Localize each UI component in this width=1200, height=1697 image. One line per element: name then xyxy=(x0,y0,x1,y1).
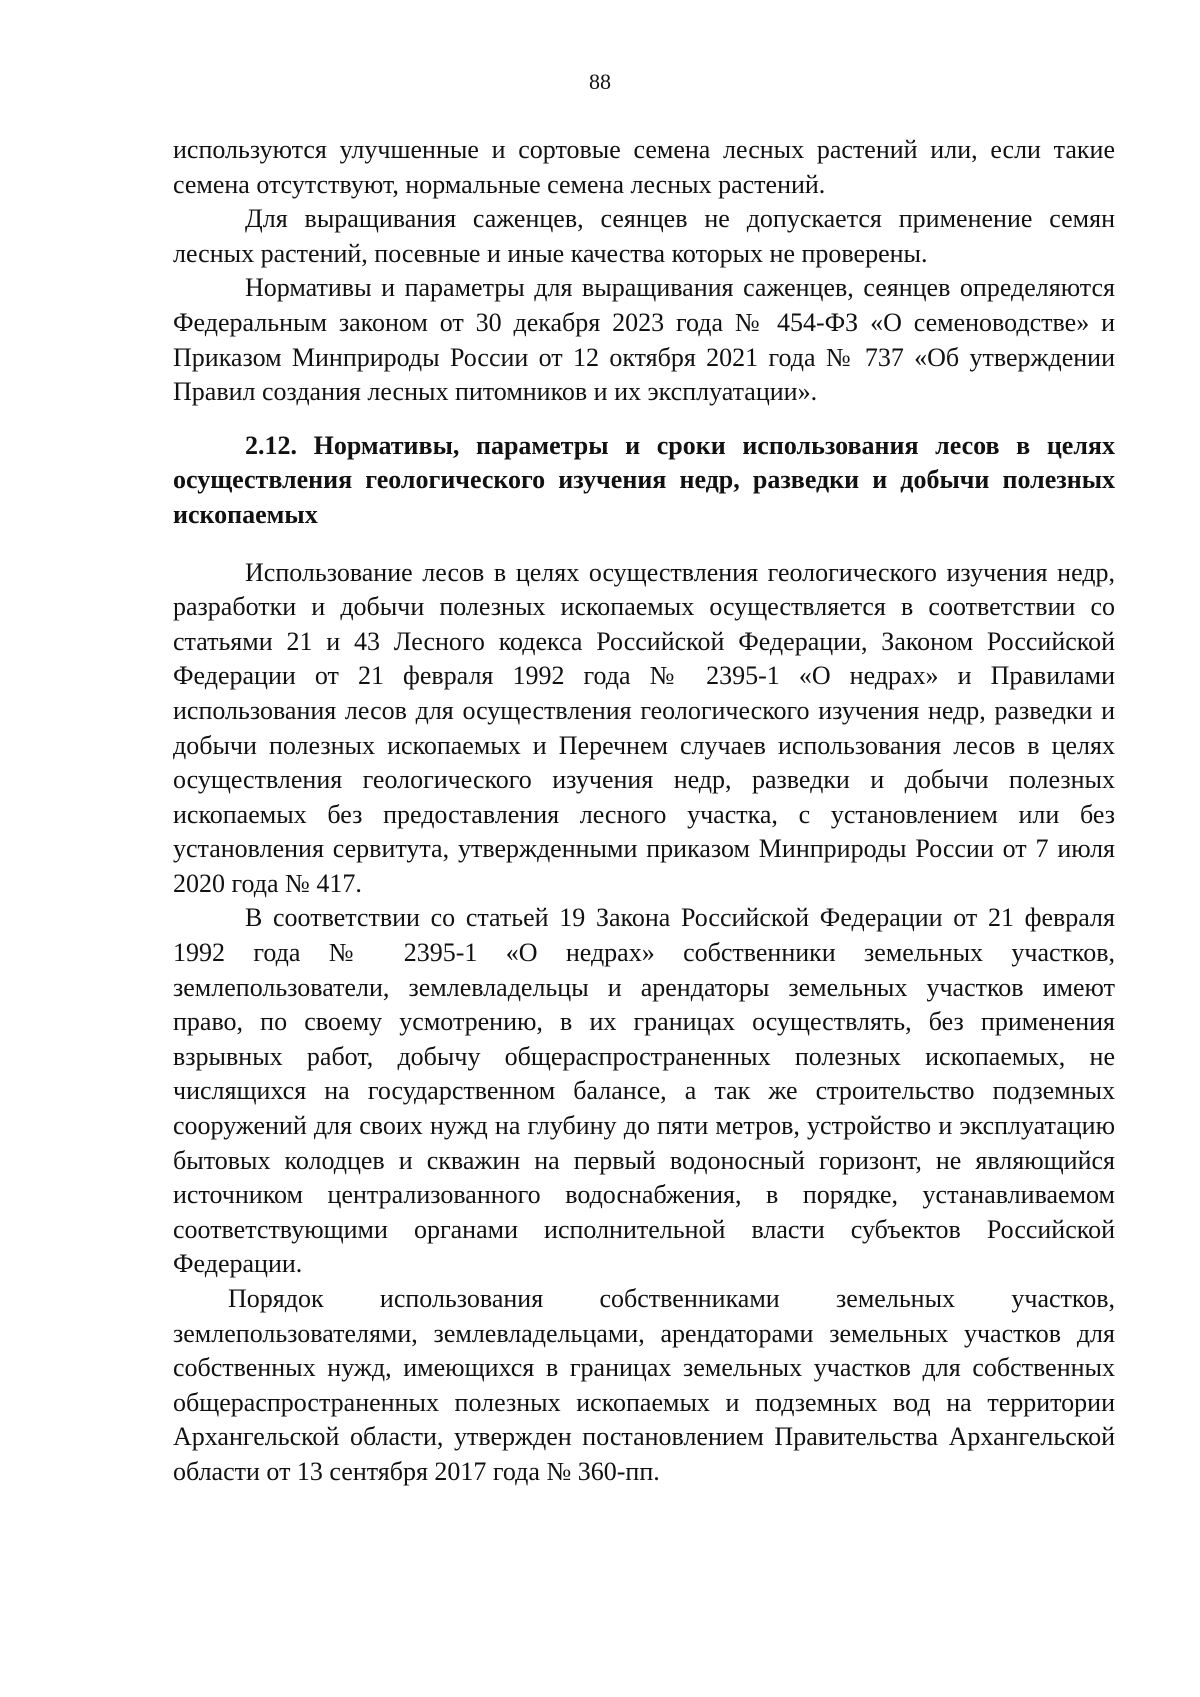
paragraph-seed-restriction: Для выращивания саженцев, сеянцев не допускается применение семян лесных растений, посевные и иные качества которых не проверены. xyxy=(173,204,1115,268)
paragraph-subsoil-law: В соответствии со статьей 19 Закона Российской Федерации от 21 февраля 1992 года № 2395-1 «О недрах» собственники земельных участков, землепользователи, землевладельцы и арендаторы земельных участков имеют право, по своему усмотрению, в их границах осуществлять, без применения взрывных работ, добычу общераспространенных полезных ископаемых, не числящихся на государственном балансе, а так же строительство подземных сооружений для своих нужд на глубину до пяти метров, устройство и эксплуатацию бытовых колодцев и скважин на первый водоносный горизонт, не являющийся источником централизованного водоснабжения, в порядке, устанавливаемом соответствующими органами исполнительной власти субъектов Российской Федерации. xyxy=(173,903,1115,1279)
paragraph-continuation: используются улучшенные и сортовые семена лесных растений или, если такие семена отсутствуют, нормальные семена лесных растений. xyxy=(173,135,1115,199)
page-number: 88 xyxy=(589,69,611,94)
document-body xyxy=(173,133,1115,1490)
paragraph-seedling-norms: Нормативы и параметры для выращивания саженцев, сеянцев определяются Федеральным законом от 30 декабря 2023 года № 454-ФЗ «О семеноводстве» и Приказом Минприроды России от 12 октября 2021 года № 737 «Об утверждении Правил создания лесных питомников и их эксплуатации». xyxy=(173,273,1115,407)
paragraph-arkhangelsk-order: Порядок использования собственниками земельных участков, землепользователями, землевладельцами, арендаторами земельных участков для собственных нужд, имеющихся в границах земельных участков для собственных общераспространенных полезных ископаемых и подземных вод на территории Архангельской области, утвержден постановлением Правительства Архангельской области от 13 сентября 2017 года № 360-пп. xyxy=(173,1284,1115,1486)
section-heading: 2.12. Нормативы, параметры и сроки использования лесов в целях осуществления геологического изучения недр, разведки и добычи полезных ископаемых xyxy=(173,430,1115,529)
paragraph-forest-use-geology: Использование лесов в целях осуществления геологического изучения недр, разработки и добычи полезных ископаемых осуществляется в соответствии со статьями 21 и 43 Лесного кодекса Российской Федерации, Законом Российской Федерации от 21 февраля 1992 года № 2395-1 «О недрах» и Правилами использования лесов для осуществления геологического изучения недр, разведки и добычи полезных ископаемых и Перечнем случаев использования лесов в целях осуществления геологического изучения недр, разведки и добычи полезных ископаемых без предоставления лесного участка, с установлением или без установления сервитута, утвержденными приказом Минприроды России от 7 июля 2020 года № 417. xyxy=(173,557,1115,898)
